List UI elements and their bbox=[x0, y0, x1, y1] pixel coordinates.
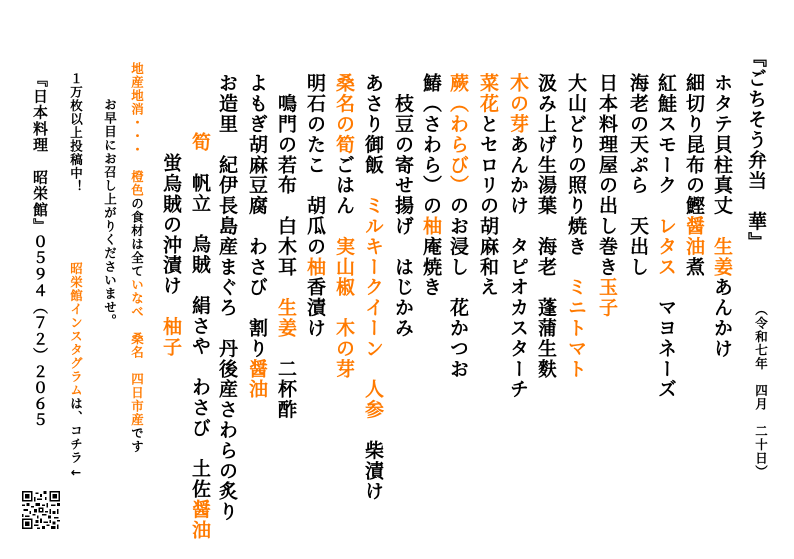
local-ingredient-text: 橙色 bbox=[129, 170, 145, 197]
menu-line bbox=[448, 73, 467, 379]
menu-text: 二杯酢 bbox=[275, 338, 297, 420]
local-ingredient-text: 醤油 bbox=[683, 215, 705, 257]
posting-note: １万枚以上投稿中！ bbox=[68, 72, 84, 194]
menu-text: 庵焼き bbox=[420, 236, 442, 298]
menu-sub-line bbox=[190, 132, 209, 540]
menu-text: ごはん bbox=[333, 154, 355, 237]
local-ingredient-text: 桑名の筍 bbox=[333, 73, 355, 155]
menu-text: は、コチラ← bbox=[68, 397, 84, 481]
menu-text: 紅鮭スモーク bbox=[655, 73, 677, 216]
menu-text: 鳴門の若布 白木耳 bbox=[275, 73, 297, 298]
menu-text: 煮 bbox=[683, 256, 705, 278]
local-ingredient-text: 菜花 bbox=[477, 73, 499, 114]
local-ingredient-text: いなべ 桑名 四日市産 bbox=[129, 278, 145, 427]
menu-line bbox=[363, 73, 382, 501]
menu-sub-line bbox=[161, 153, 180, 357]
menu-date: （令和七年 四月 二十日） bbox=[753, 303, 769, 479]
menu-text: 大山どりの照り焼き bbox=[565, 73, 587, 277]
menu-line bbox=[276, 73, 295, 420]
menu-text: 海老の天ぷら 天出し bbox=[627, 73, 649, 277]
menu-text: 汲み上げ生湯葉 海老 蓬蒲生麩 bbox=[535, 73, 557, 379]
local-ingredient-text: 実山椒 木の芽 bbox=[333, 236, 355, 380]
local-ingredient-text: レタス bbox=[655, 215, 677, 278]
local-ingredient-text: 柚 bbox=[420, 215, 442, 237]
local-ingredient-text: 玉子 bbox=[596, 277, 618, 318]
menu-text: とセロリの胡麻和え bbox=[477, 113, 499, 298]
menu-text: あんかけ bbox=[711, 277, 733, 359]
menu-text: マヨネーズ bbox=[655, 277, 677, 400]
menu-text: よもぎ胡麻豆腐 わさび 割り bbox=[246, 73, 268, 359]
menu-text: お造里 紀伊長島産まぐろ 丹後産さわらの炙り bbox=[216, 73, 238, 522]
menu-text: 枝豆の寄せ揚げ はじかみ bbox=[392, 73, 414, 339]
menu-line bbox=[478, 73, 497, 297]
menu-line bbox=[536, 73, 555, 379]
menu-line bbox=[566, 73, 585, 379]
menu-text: です bbox=[129, 426, 145, 454]
menu-text: 香漬け bbox=[304, 277, 326, 339]
local-ingredient-text: 蕨（わらび） bbox=[447, 73, 469, 196]
restaurant-footer: 『日本料理 昭栄館』０５９４（７２）２０６５ bbox=[31, 72, 49, 429]
local-ingredient-text: 生姜 bbox=[275, 297, 297, 339]
menu-line bbox=[334, 73, 353, 379]
menu-text: 細切り昆布の鰹 bbox=[683, 73, 705, 216]
menu-text: 明石のたこ 胡瓜の bbox=[304, 73, 326, 257]
local-ingredient-text: 醤油 bbox=[246, 358, 268, 400]
local-ingredient-text: 昭栄館インスタグラム bbox=[68, 262, 84, 397]
eat-soon-note: お早目にお召し上がりくださいませ。 bbox=[102, 98, 118, 328]
local-ingredient-text: 醤油 bbox=[189, 499, 211, 541]
menu-text: 鰆（さわら）の bbox=[420, 73, 442, 216]
menu-line bbox=[247, 73, 266, 399]
menu-line bbox=[305, 73, 324, 338]
menu-line bbox=[508, 73, 527, 399]
menu-text: 帆立 烏賊 絹さや わさび 土佐 bbox=[189, 152, 211, 500]
menu-text: の食材は全て bbox=[129, 197, 145, 278]
local-ingredient-text: ミルキークイーン 人参 bbox=[362, 195, 384, 420]
local-ingredient-text: 柚 bbox=[304, 256, 326, 278]
menu-title: 『ごちそう弁当 華』 bbox=[745, 48, 767, 252]
menu-text: あさり御飯 bbox=[362, 73, 384, 196]
qr-code-icon[interactable] bbox=[22, 491, 60, 529]
menu-text: 日本料理屋の出し巻き bbox=[596, 73, 618, 277]
menu-line bbox=[217, 73, 236, 522]
menu-text bbox=[130, 157, 145, 171]
local-ingredient-text: 地産地消・・・ bbox=[129, 62, 145, 157]
local-ingredient-text: 生姜 bbox=[711, 236, 733, 278]
menu-line bbox=[421, 73, 440, 297]
local-produce-note bbox=[130, 62, 143, 454]
menu-text: 柴漬け bbox=[362, 419, 384, 502]
local-ingredient-text: 木の芽 bbox=[507, 73, 529, 135]
menu-line bbox=[393, 73, 412, 338]
menu-line bbox=[712, 73, 731, 359]
menu-line bbox=[597, 73, 616, 318]
instagram-note bbox=[69, 262, 82, 481]
menu-text: ホタテ貝柱真丈 bbox=[711, 73, 733, 237]
local-ingredient-text: ミニトマト bbox=[565, 277, 587, 379]
local-ingredient-text: 柚子 bbox=[160, 316, 182, 358]
menu-line bbox=[656, 73, 675, 399]
menu-line bbox=[628, 73, 647, 277]
menu-text: のお浸し 花かつお bbox=[447, 195, 469, 380]
menu-text: 蛍烏賊の沖漬け bbox=[160, 153, 182, 317]
menu-line bbox=[684, 73, 703, 277]
menu-text: あんかけ タピオカスターチ bbox=[507, 134, 529, 400]
local-ingredient-text: 筍 bbox=[189, 132, 211, 153]
